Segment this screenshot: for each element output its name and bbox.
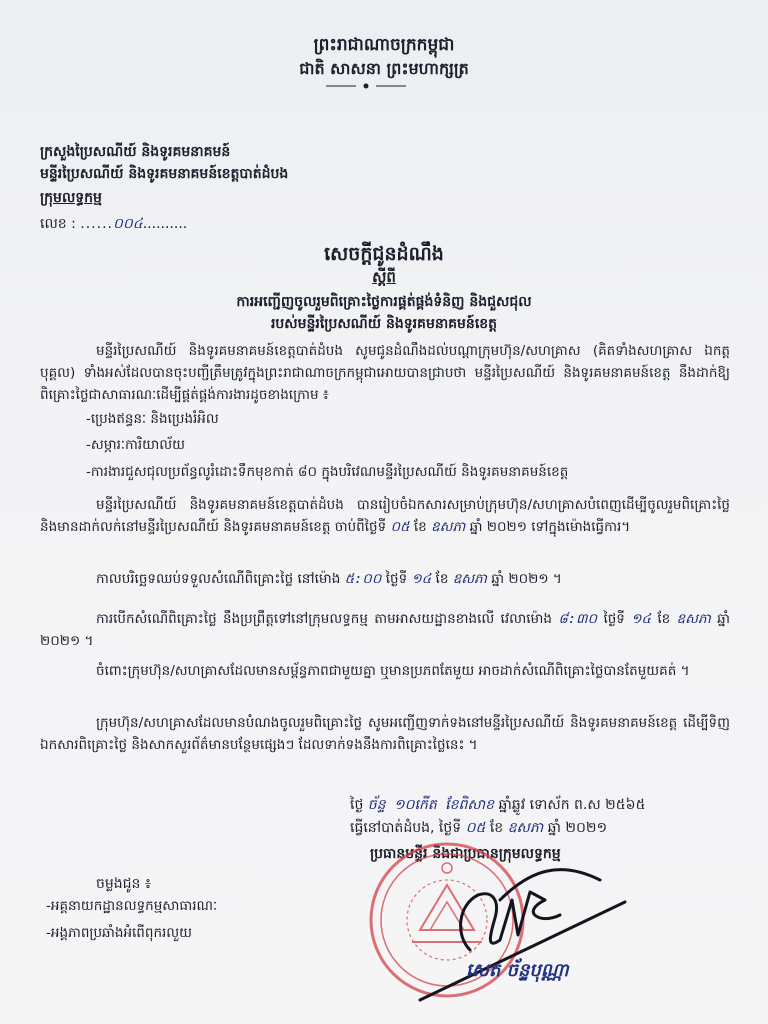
deadline-time: ៥:០០ [344,571,382,587]
list-item: -ការងារជួសជុលប្រព័ន្ធលូរំដោះទឹកមុខកាត់ ៨០ ក្នុងបរិវេណមន្ទីរប្រៃសណីយ៍ និងទូរគមនាគមន៍ខេត្ត [86,464,569,480]
opening-day-label: ថ្ងៃទី [603,611,625,627]
national-motto: ជាតិ សាសនា ព្រះមហាក្សត្រ [299,59,469,78]
department-name: មន្ទីរប្រៃសណីយ៍ និងទូរគមនាគមន៍ខេត្តបាត់ដំបង [40,166,289,182]
documents-year-text: ឆ្នាំ ២០២១ ទៅក្នុងម៉ោងធ្វើការ។ [469,519,631,535]
place-month: ឧសភា [507,820,544,836]
documents-month: ឧសភា [431,519,466,535]
place-day: ០៥ [465,820,486,836]
deadline-month-label: ខែ [435,571,449,587]
signatory-name: សេត ច័ន្ទបុណ្ណា [466,960,569,981]
reference-label: លេខ : [40,216,76,232]
deadline-text: កាលបរិច្ឆេទឈប់ទទួលសំណើពិគ្រោះថ្លៃ នៅម៉ោង [96,571,341,587]
reference-number: ០០៤ [112,216,143,232]
reference-line: លេខ : ......០០៤.......... [40,216,188,232]
related-companies-paragraph: ចំពោះក្រុមហ៊ុន/សហគ្រាសដែលមានសម្ព័ន្ធភាពជាមួយគ្នា ឬមានប្រភពតែមួយ អាចដាក់សំណើពិគ្រោះថ្លៃបានតែមួយគត់ ។ [96,663,690,679]
documents-day: ០៥ [390,519,410,535]
opening-day: ១៤ [631,611,651,627]
opening-time: ៨:៣០ [558,611,598,627]
deadline-year: ឆ្នាំ ២០២១ ។ [491,571,562,587]
deadline-month: ឧសភា [452,571,487,587]
copy-recipient: -អង្គភាពប្រឆាំងអំពើពុករលួយ [46,925,193,941]
subject-line-1: ការអញ្ជើញចូលរួមពិគ្រោះថ្លៃការផ្គត់ផ្គង់ទំនិញ និងជួសជុល [236,294,532,310]
documents-text: មន្ទីរប្រៃសណីយ៍ និងទូរគមនាគមន៍ខេត្តបាត់ដំបង បានរៀបចំឯកសារសម្រាប់ក្រុមហ៊ុន/សហគ្រាសបំពេញដើម្បីចូលរួមពិគ្រោះថ្លៃ និងមានដាក់លក់នៅមន្ទីរប្រៃសណីយ៍ និងទូរគមនាគមន៍ខេត្ត ចាប់ពីថ្ងៃទី [40,497,730,535]
copy-recipient: -អគ្គនាយកដ្ឋានលទ្ធកម្មសាធារណៈ [46,898,218,914]
lunar-fill: ច័ន្ទ ១០កើត ខែពិសាខ [367,797,495,813]
closing-paragraph: ក្រុមហ៊ុន/សហគ្រាសដែលមានបំណងចូលរួមពិគ្រោះថ្លៃ សូមអញ្ជើញទាក់ទងនៅមន្ទីរប្រៃសណីយ៍ និងទូរគមនាគមន៍ខេត្ត ដើម្បីទិញឯកសារពិគ្រោះថ្លៃ និងសាកសួរព័ត៌មានបន្ថែមផ្សេងៗ ដែលទាក់ទងនឹងការពិគ្រោះថ្លៃនេះ ។ [40,715,730,753]
subject-line-2: របស់មន្ទីរប្រៃសណីយ៍ និងទូរគមនាគមន៍ខេត្ត [270,316,498,332]
copies-label: ចម្លងជូន ៖ [96,876,152,892]
office-name: ក្រុមលទ្ធកម្ម [40,190,102,206]
signatory-title: ប្រធានមន្ទីរ និងជាប្រធានក្រុមលទ្ធកម្ម [370,846,561,862]
list-item: -សម្ភារៈការិយាល័យ [86,437,185,453]
intro-paragraph: មន្ទីរប្រៃសណីយ៍ និងទូរគមនាគមន៍ខេត្តបាត់ដំបង សូមជូនដំណឹងដល់បណ្តាក្រុមហ៊ុន/សហគ្រាស (គិតទាំងសហគ្រាស ឯកត្តបុគ្គល) ទាំងអស់ដែលបានចុះបញ្ជីត្រឹមត្រូវក្នុងព្រះរាជាណាចក្រកម្ពុជាអោយបានជ្រាបថា មន្ទីរប្រៃសណីយ៍ និងទូរគមនាគមន៍ខេត្ត នឹងដាក់ឱ្យពិគ្រោះថ្លៃជាសាធារណៈដើម្បីផ្គត់ផ្គង់ការងារដូចខាងក្រោម ៖ [40,343,730,403]
opening-month-label: ខែ [657,611,671,627]
lunar-rest: ឆ្នាំឆ្លូវ ទោស័ក ព.ស ២៥៦៥ [498,797,646,813]
place-prefix: ធ្វើនៅបាត់ដំបង, ថ្ងៃទី [350,820,462,836]
list-item: -ប្រេងឥន្ធនៈ និងប្រេងរំអិល [86,411,219,427]
opening-year: ឆ្នាំ ២០២១ ។ [40,611,731,649]
ministry-name: ក្រសួងប្រៃសណីយ៍ និងទូរគមនាគមន៍ [40,144,231,160]
about-label: ស្តីពី [372,268,396,286]
documents-month-label: ខែ [413,519,427,535]
opening-month: ឧសភា [676,611,711,627]
kingdom-heading: ព្រះរាជាណាចក្រកម្ពុជា [313,35,455,55]
opening-text: ការបើកសំណើពិគ្រោះថ្លៃ នឹងប្រព្រឹត្តទៅនៅក្រុមលទ្ធកម្ម តាមអាសយដ្ឋានខាងលើ វេលាម៉ោង [96,611,552,627]
lunar-label: ថ្ងៃ [350,797,364,813]
notice-title: សេចក្តីជូនដំណឹង [324,243,444,265]
deadline-day: ១៤ [411,571,432,587]
place-month-label: ខែ [489,820,504,836]
place-year: ឆ្នាំ ២០២១ [547,820,608,836]
deadline-day-label: ថ្ងៃទី [385,571,408,587]
